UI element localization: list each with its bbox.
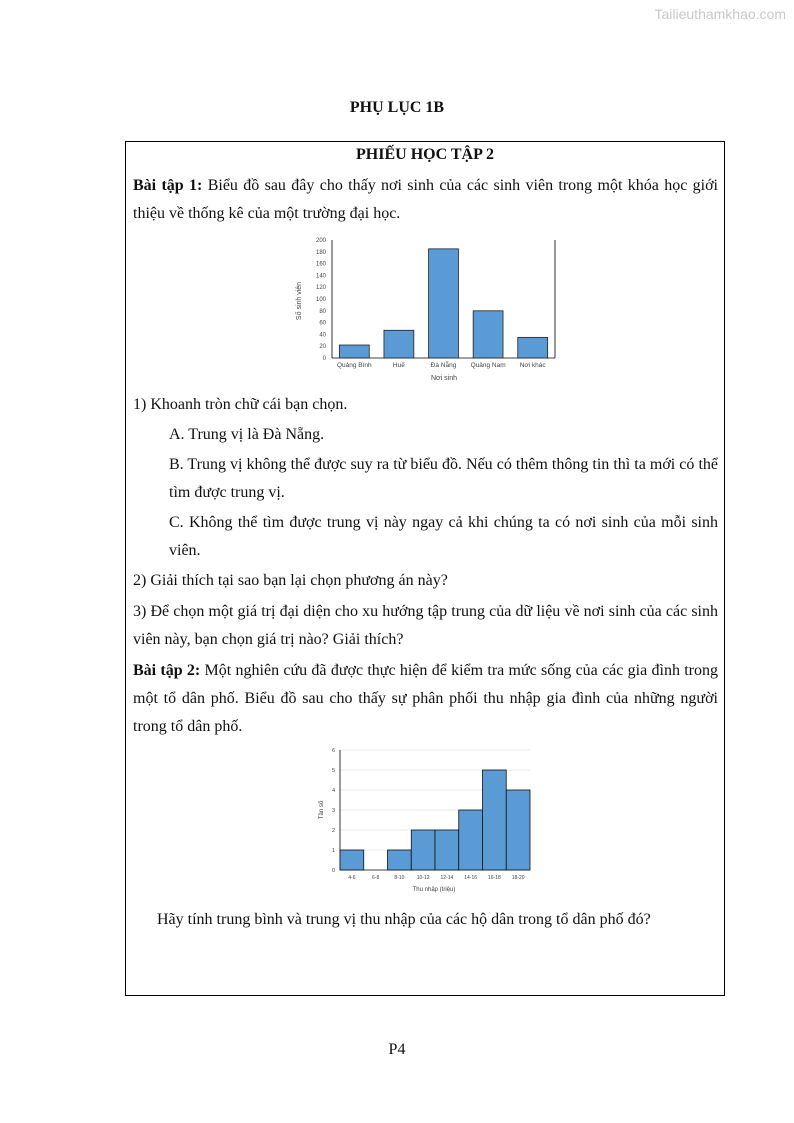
y-tick-label: 80 — [319, 308, 326, 315]
page-number: P4 — [388, 1041, 406, 1058]
y-tick-label: 200 — [315, 238, 326, 244]
appendix-title: PHỤ LỤC 1B — [349, 99, 445, 116]
x-tick-label: 12-14 — [440, 875, 454, 881]
x-tick-label: Huế — [392, 362, 405, 369]
watermark: Tailieuthamkhao.com — [654, 6, 786, 22]
y-tick-label: 2 — [331, 828, 335, 834]
x-tick-label: Quảng Nam — [470, 362, 506, 369]
option-a: A. Trung vị là Đà Nẵng. — [169, 426, 325, 443]
y-tick-label: 4 — [331, 788, 335, 794]
y-tick-label: 3 — [331, 808, 335, 814]
exercise2-question: Hãy tính trung bình và trung vị thu nhập của các hộ dân trong tổ dân phố đó? — [157, 911, 651, 928]
histogram-bar — [506, 790, 530, 870]
birthplace-chart — [292, 232, 562, 384]
bar — [518, 337, 548, 358]
histogram-bar — [435, 830, 459, 870]
histogram-bar — [340, 850, 364, 870]
y-tick-label: 5 — [331, 768, 335, 774]
birthplace-chart-y-label: Số sinh viên — [296, 281, 303, 321]
income-histogram-x-label: Thu nhập (triệu) — [412, 887, 456, 893]
y-tick-label: 100 — [315, 297, 326, 303]
income-histogram-y-label: Tần số — [319, 800, 325, 820]
x-tick-label: 4-6 — [348, 875, 356, 881]
x-tick-label: 6-8 — [372, 875, 380, 881]
y-tick-label: 60 — [319, 320, 326, 327]
exercise2-intro — [133, 657, 718, 741]
y-tick-label: 20 — [319, 344, 326, 351]
question-1: 1) Khoanh tròn chữ cái bạn chọn. — [133, 396, 348, 413]
x-tick-label: 10-12 — [416, 875, 430, 881]
x-tick-label: Quảng Bình — [336, 362, 372, 369]
x-tick-label: 8-10 — [394, 875, 405, 881]
y-tick-label: 120 — [315, 285, 326, 292]
question-2: 2) Giải thích tại sao bạn lại chọn phương án này? — [133, 572, 448, 589]
bar — [429, 249, 459, 358]
exercise1-intro-text: Biểu đồ sau đây cho thấy nơi sinh của các sinh viên trong một khóa học giới thiệu về thống kê của một trường đại học. — [133, 177, 718, 222]
histogram-bar — [459, 810, 483, 870]
exercise1-label: Bài tập 1: — [133, 177, 203, 194]
y-tick-label: 160 — [315, 261, 326, 268]
worksheet-title: PHIẾU HỌC TẬP 2 — [356, 146, 494, 163]
y-tick-label: 140 — [315, 273, 326, 280]
y-tick-label: 0 — [322, 356, 326, 362]
bar — [473, 311, 503, 358]
x-tick-label: 14-16 — [464, 875, 478, 881]
birthplace-chart-x-label: Nơi sinh — [431, 375, 457, 382]
exercise1-intro — [133, 172, 718, 228]
x-tick-label: 18-20 — [511, 875, 525, 881]
y-tick-label: 180 — [315, 249, 326, 256]
y-tick-label: 1 — [331, 848, 335, 854]
x-tick-label: 16-18 — [487, 875, 501, 881]
y-tick-label: 0 — [331, 868, 335, 874]
histogram-bar — [483, 770, 507, 870]
income-histogram — [312, 742, 542, 894]
y-tick-label: 6 — [331, 748, 335, 754]
histogram-bar — [411, 830, 435, 870]
exercise2-intro-text: Một nghiên cứu đã được thực hiện để kiểm tra mức sống của các gia đình trong một tổ dân phố. Biểu đồ sau cho thấy sự phân phối thu nhập gia đình của những người trong tổ dân phố. — [133, 662, 719, 735]
y-tick-label: 40 — [319, 332, 326, 339]
option-b: B. Trung vị không thể được suy ra từ biểu đồ. Nếu có thêm thông tin thì ta mới có thể tìm được trung vị. — [169, 456, 718, 501]
question-3: 3) Để chọn một giá trị đại diện cho xu hướng tập trung của dữ liệu về nơi sinh của các sinh viên này, bạn chọn giá trị nào? Giải thích? — [133, 603, 718, 648]
exercise2-label: Bài tập 2: — [133, 662, 201, 679]
bar — [384, 330, 414, 358]
x-tick-label: Đà Nẵng — [430, 362, 457, 369]
bar — [339, 345, 369, 358]
histogram-bar — [388, 850, 412, 870]
x-tick-label: Nơi khác — [519, 362, 546, 369]
option-c: C. Không thể tìm được trung vị này ngay cả khi chúng ta có nơi sinh của mỗi sinh viên. — [169, 514, 718, 559]
